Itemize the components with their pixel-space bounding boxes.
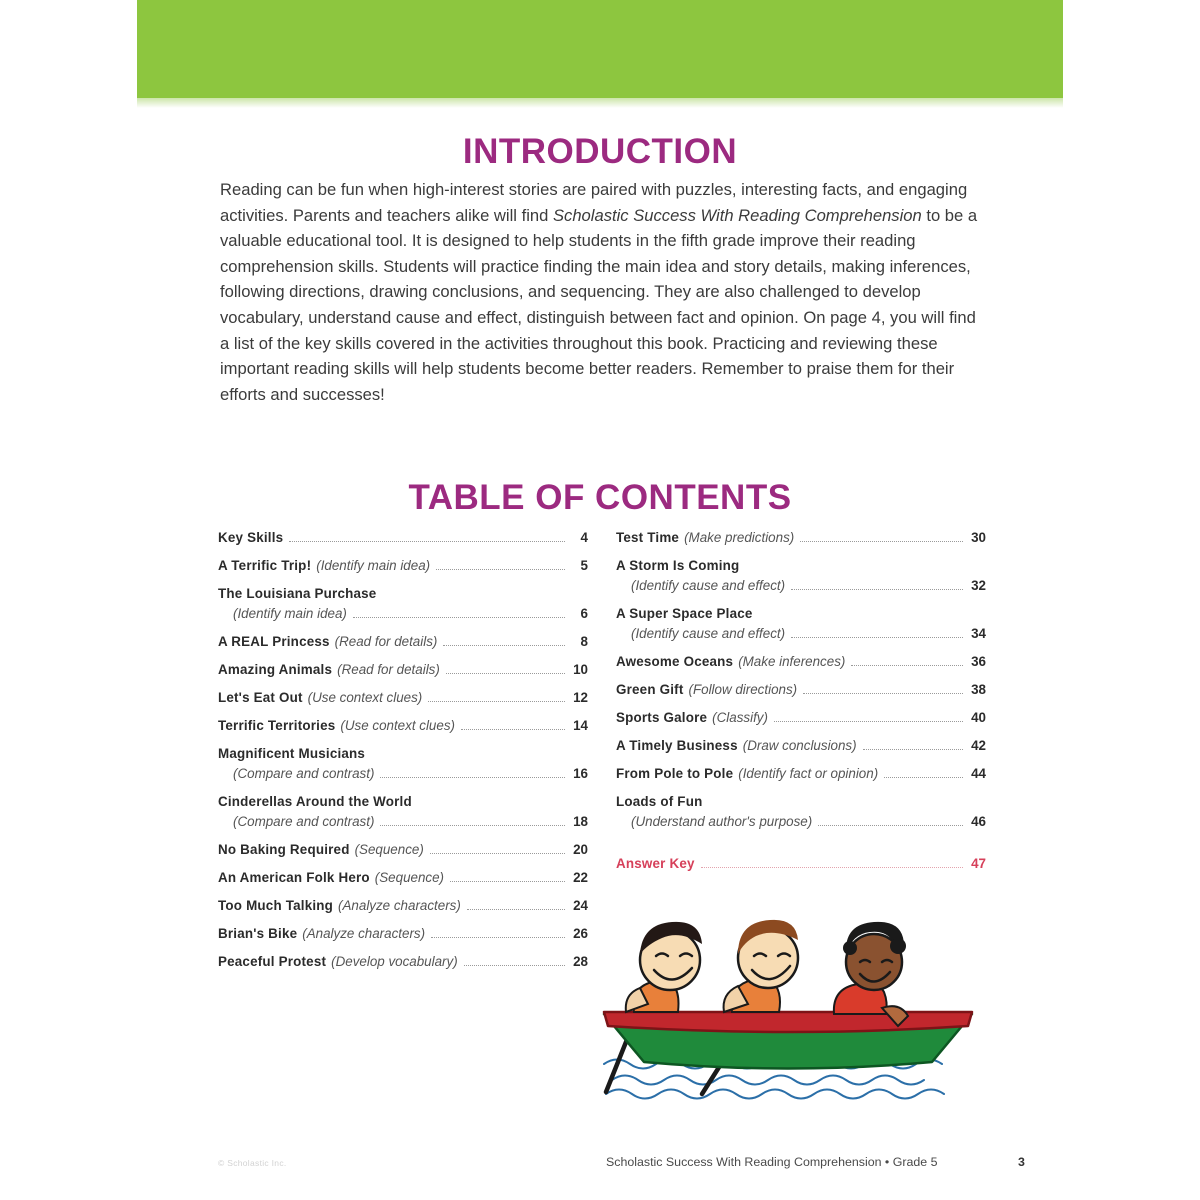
toc-entry-page-number: 46 — [971, 814, 986, 829]
toc-entry-line-2 — [218, 605, 588, 622]
toc-entry-row — [616, 681, 986, 698]
toc-entry-skill: (Develop vocabulary) — [331, 954, 458, 969]
toc-entry-page-number: 14 — [573, 718, 588, 733]
toc-entry[interactable] — [616, 557, 986, 594]
toc-entry[interactable] — [218, 529, 588, 546]
toc-entry-page-number: 6 — [580, 606, 588, 621]
toc-entry-title: A Terrific Trip! — [218, 558, 312, 573]
toc-entry-page-number: 5 — [580, 558, 588, 573]
toc-entry-page-number: 47 — [971, 856, 986, 871]
toc-entry-skill: (Identify cause and effect) — [631, 578, 786, 593]
toc-entry-skill: (Draw conclusions) — [742, 738, 857, 753]
toc-entry-skill: (Read for details) — [334, 634, 438, 649]
toc-entry-title: A Storm Is Coming — [616, 558, 740, 573]
toc-entry[interactable] — [218, 745, 588, 782]
toc-entry-title: Key Skills — [218, 530, 284, 545]
toc-entry-row — [218, 869, 588, 886]
toc-entry-title: The Louisiana Purchase — [218, 586, 377, 601]
toc-entry-row — [616, 529, 986, 546]
toc-entry[interactable] — [616, 793, 986, 830]
toc-entry-row — [218, 841, 588, 858]
toc-entry[interactable] — [616, 737, 986, 754]
toc-entry-page-number: 22 — [573, 870, 588, 885]
toc-entry-page-number: 32 — [971, 578, 986, 593]
toc-entry-page-number: 34 — [971, 626, 986, 641]
toc-entry-line-2 — [616, 625, 986, 642]
toc-entry-page-number: 20 — [573, 842, 588, 857]
toc-entry-row — [218, 717, 588, 734]
toc-entry-row — [218, 953, 588, 970]
toc-entry-title: No Baking Required — [218, 842, 350, 857]
toc-entry-skill: (Make inferences) — [738, 654, 846, 669]
toc-entry-skill: (Analyze characters) — [302, 926, 426, 941]
toc-entry-skill: (Follow directions) — [688, 682, 798, 697]
toc-entry[interactable] — [218, 953, 588, 970]
toc-entry-line-2 — [616, 813, 986, 830]
toc-entry-page-number: 8 — [580, 634, 588, 649]
toc-entry-title: Amazing Animals — [218, 662, 333, 677]
toc-entry[interactable] — [616, 681, 986, 698]
toc-leader-dots — [851, 665, 963, 666]
toc-entry[interactable] — [218, 897, 588, 914]
toc-entry-title: Cinderellas Around the World — [218, 794, 412, 809]
toc-entry-row — [616, 765, 986, 782]
toc-entry-row — [218, 661, 588, 678]
toc-entry-row — [218, 897, 588, 914]
toc-entry-page-number: 12 — [573, 690, 588, 705]
toc-left-column — [218, 529, 588, 981]
toc-entry-row — [218, 529, 588, 546]
toc-entry-title: Let's Eat Out — [218, 690, 303, 705]
toc-leader-dots — [431, 937, 565, 938]
toc-entry-skill: (Use context clues) — [307, 690, 423, 705]
toc-entry-skill: (Use context clues) — [340, 718, 455, 733]
toc-entry-title: Loads of Fun — [616, 794, 703, 809]
toc-leader-dots — [774, 721, 963, 722]
toc-entry-skill: (Compare and contrast) — [233, 766, 375, 781]
toc-leader-dots — [450, 881, 565, 882]
toc-entry-row — [616, 653, 986, 670]
toc-leader-dots — [380, 825, 565, 826]
toc-entry-page-number: 16 — [573, 766, 588, 781]
page-footer — [218, 1155, 1028, 1177]
toc-entry-line-2 — [616, 577, 986, 594]
toc-entry-page-number: 28 — [573, 954, 588, 969]
toc-entry-skill: (Classify) — [712, 710, 768, 725]
toc-entry-title: From Pole to Pole — [616, 766, 734, 781]
toc-entry-skill: (Understand author's purpose) — [631, 814, 813, 829]
toc-entry[interactable] — [616, 855, 986, 872]
toc-entry-row — [616, 855, 986, 872]
toc-leader-dots — [436, 569, 565, 570]
rowboat-illustration — [602, 912, 974, 1102]
toc-entry-title: Green Gift — [616, 682, 684, 697]
toc-leader-dots — [701, 867, 963, 868]
toc-entry-page-number: 4 — [580, 530, 588, 545]
toc-leader-dots — [443, 645, 565, 646]
intro-text-part2: to be a valuable educational tool. It is designed to help students in the fifth grade improve their reading comprehension skills. Students will practice finding the main idea and story details, making inferences, following directions, drawing conclusions, and sequencing. They are also challenged to develop vocabulary, understand cause and effect, distinguish between fact and opinion. On page 4, you will find a list of the key skills covered in the activities throughout this book. Practicing and reviewing these important reading skills will help students become better readers. Remember to praise them for their efforts and successes! — [220, 205, 978, 404]
toc-entry[interactable] — [218, 869, 588, 886]
toc-leader-dots — [791, 637, 963, 638]
toc-entry-skill: (Identify fact or opinion) — [738, 766, 879, 781]
toc-entry-skill: (Identify main idea) — [233, 606, 347, 621]
toc-entry[interactable] — [218, 661, 588, 678]
toc-entry[interactable] — [616, 765, 986, 782]
toc-entry-skill: (Analyze characters) — [338, 898, 461, 913]
toc-entry-row — [218, 633, 588, 650]
toc-leader-dots — [461, 729, 565, 730]
toc-entry-line-1 — [616, 793, 986, 810]
toc-entry-line-1 — [616, 605, 986, 622]
toc-entry-title: Magnificent Musicians — [218, 746, 366, 761]
toc-entry-skill: (Identify cause and effect) — [631, 626, 786, 641]
footer-book-title: Scholastic Success With Reading Comprehension • Grade 5 — [606, 1155, 938, 1169]
toc-leader-dots — [791, 589, 963, 590]
toc-leader-dots — [818, 825, 963, 826]
toc-entry[interactable] — [616, 605, 986, 642]
toc-leader-dots — [380, 777, 565, 778]
footer-page-number: 3 — [1018, 1155, 1025, 1169]
toc-entry[interactable] — [616, 653, 986, 670]
toc-entry-title: Test Time — [616, 530, 680, 545]
toc-entry[interactable] — [218, 841, 588, 858]
toc-entry-skill: (Sequence) — [354, 842, 424, 857]
toc-entry[interactable] — [616, 529, 986, 546]
toc-leader-dots — [430, 853, 565, 854]
intro-book-title: Scholastic Success With Reading Comprehension — [552, 205, 922, 225]
toc-entry-line-1 — [218, 585, 588, 602]
toc-entry[interactable] — [218, 557, 588, 574]
toc-entry-row — [218, 557, 588, 574]
toc-leader-dots — [464, 965, 565, 966]
toc-entry-title: A Timely Business — [616, 738, 738, 753]
footer-copyright: © Scholastic Inc. — [218, 1158, 287, 1168]
toc-leader-dots — [803, 693, 963, 694]
toc-entry-title: Answer Key — [616, 856, 695, 871]
toc-entry-line-1 — [616, 557, 986, 574]
toc-entry-skill: (Sequence) — [374, 870, 445, 885]
toc-leader-dots — [289, 541, 565, 542]
toc-entry-page-number: 42 — [971, 738, 986, 753]
toc-entry-title: Brian's Bike — [218, 926, 298, 941]
toc-entry-row — [616, 737, 986, 754]
toc-entry-skill: (Make predictions) — [684, 530, 795, 545]
toc-entry[interactable] — [218, 717, 588, 734]
toc-entry[interactable] — [218, 689, 588, 706]
toc-entry-page-number: 40 — [971, 710, 986, 725]
toc-entry-title: Too Much Talking — [218, 898, 334, 913]
toc-entry-title: A Super Space Place — [616, 606, 753, 621]
introduction-paragraph — [220, 177, 980, 407]
toc-entry-skill: (Read for details) — [337, 662, 440, 677]
toc-leader-dots — [863, 749, 963, 750]
toc-leader-dots — [428, 701, 565, 702]
toc-leader-dots — [353, 617, 565, 618]
toc-entry-page-number: 30 — [971, 530, 986, 545]
toc-leader-dots — [884, 777, 963, 778]
toc-entry-skill: (Compare and contrast) — [233, 814, 375, 829]
toc-entry-line-2 — [218, 765, 588, 782]
toc-entry-page-number: 38 — [971, 682, 986, 697]
header-green-band — [137, 0, 1063, 98]
toc-leader-dots — [446, 673, 565, 674]
table-of-contents-heading: TABLE OF CONTENTS — [408, 478, 792, 517]
toc-entry-page-number: 44 — [971, 766, 986, 781]
toc-entry-line-1 — [218, 745, 588, 762]
toc-entry-title: Sports Galore — [616, 710, 708, 725]
intro-text-part1: Reading can be fun when high-interest stories are paired with puzzles, interesting facts, and engaging activities. Parents and teachers alike will find — [220, 180, 968, 225]
toc-entry[interactable] — [218, 585, 588, 622]
toc-entry-title: Terrific Territories — [218, 718, 336, 733]
toc-entry-page-number: 36 — [971, 654, 986, 669]
toc-entry-page-number: 24 — [573, 898, 588, 913]
toc-entry[interactable] — [616, 709, 986, 726]
toc-entry[interactable] — [218, 925, 588, 942]
toc-entry-title: A REAL Princess — [218, 634, 330, 649]
toc-entry-skill: (Identify main idea) — [316, 558, 431, 573]
toc-entry[interactable] — [218, 793, 588, 830]
toc-leader-dots — [467, 909, 565, 910]
toc-entry-row — [616, 709, 986, 726]
toc-leader-dots — [800, 541, 963, 542]
toc-entry-row — [218, 925, 588, 942]
toc-entry-page-number: 18 — [573, 814, 588, 829]
toc-entry-title: An American Folk Hero — [218, 870, 370, 885]
toc-entry-row — [218, 689, 588, 706]
introduction-heading: INTRODUCTION — [462, 132, 738, 171]
toc-entry-page-number: 26 — [573, 926, 588, 941]
toc-entry[interactable] — [218, 633, 588, 650]
toc-entry-page-number: 10 — [573, 662, 588, 677]
toc-entry-line-1 — [218, 793, 588, 810]
toc-entry-title: Peaceful Protest — [218, 954, 327, 969]
toc-entry-title: Awesome Oceans — [616, 654, 734, 669]
toc-entry-line-2 — [218, 813, 588, 830]
